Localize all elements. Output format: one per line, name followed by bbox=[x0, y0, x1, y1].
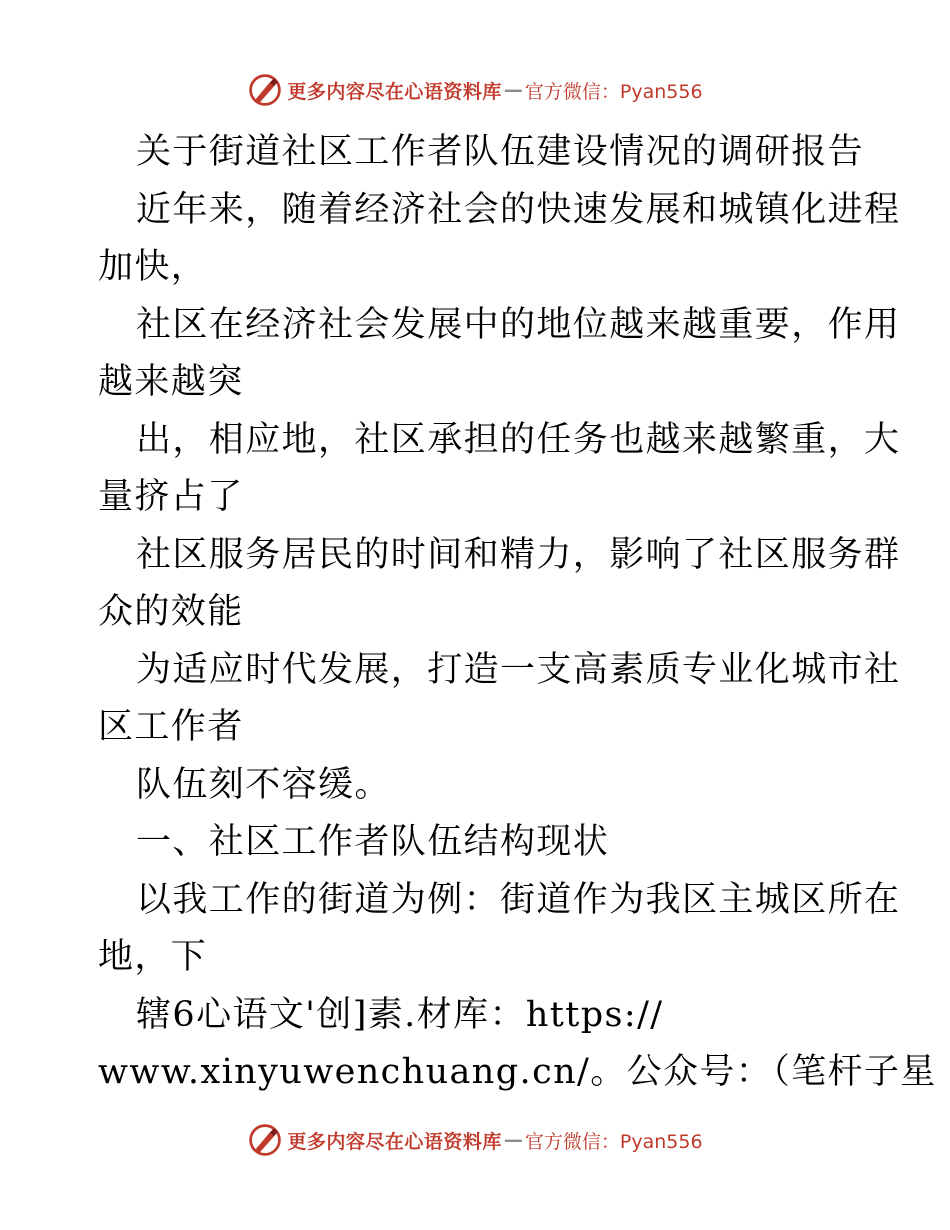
doc-line: 众的效能 bbox=[98, 592, 244, 632]
doc-line: 社区服务居民的时间和精力，影响了社区服务群 bbox=[136, 534, 901, 575]
doc-line: 队伍刻不容缓。 bbox=[136, 764, 391, 805]
doc-line: 加快， bbox=[98, 247, 208, 287]
doc-line: 区工作者 bbox=[98, 707, 244, 747]
doc-line: 量挤占了 bbox=[98, 477, 244, 517]
doc-line: 近年来，随着经济社会的快速发展和城镇化进程 bbox=[136, 189, 901, 230]
banner-dash: — bbox=[503, 1129, 523, 1151]
document-body bbox=[98, 124, 937, 1102]
banner-site-text: 更多内容尽在心语资料库 bbox=[287, 1130, 502, 1153]
pen-logo-icon bbox=[247, 1122, 283, 1158]
doc-line: 以我工作的街道为例：街道作为我区主城区所在 bbox=[136, 879, 901, 920]
doc-line: 越来越突 bbox=[98, 362, 244, 402]
banner-wechat-text: 官方微信：Pyan556 bbox=[524, 1130, 703, 1153]
doc-line: 出，相应地，社区承担的任务也越来越繁重，大 bbox=[136, 419, 901, 460]
doc-line: 地，下 bbox=[98, 937, 208, 977]
doc-line: 社区在经济社会发展中的地位越来越重要，作用 bbox=[136, 304, 901, 345]
header-banner bbox=[0, 70, 950, 110]
banner-wechat-text: 官方微信：Pyan556 bbox=[524, 80, 703, 103]
footer-banner bbox=[0, 1120, 950, 1160]
doc-title: 关于街道社区工作者队伍建设情况的调研报告 bbox=[136, 132, 865, 172]
doc-line: 为适应时代发展，打造一支高素质专业化城市社 bbox=[136, 649, 901, 690]
banner-site-text: 更多内容尽在心语资料库 bbox=[287, 80, 502, 103]
pen-logo-icon bbox=[247, 72, 283, 108]
doc-line: www.xinyuwenchuang.cn/。公众号：（笔杆子星 bbox=[98, 1052, 937, 1092]
banner-dash: — bbox=[503, 79, 523, 101]
doc-section-heading: 一、社区工作者队伍结构现状 bbox=[136, 822, 610, 862]
doc-line: 辖6心语文'创]素.材库：https:// bbox=[136, 994, 664, 1035]
